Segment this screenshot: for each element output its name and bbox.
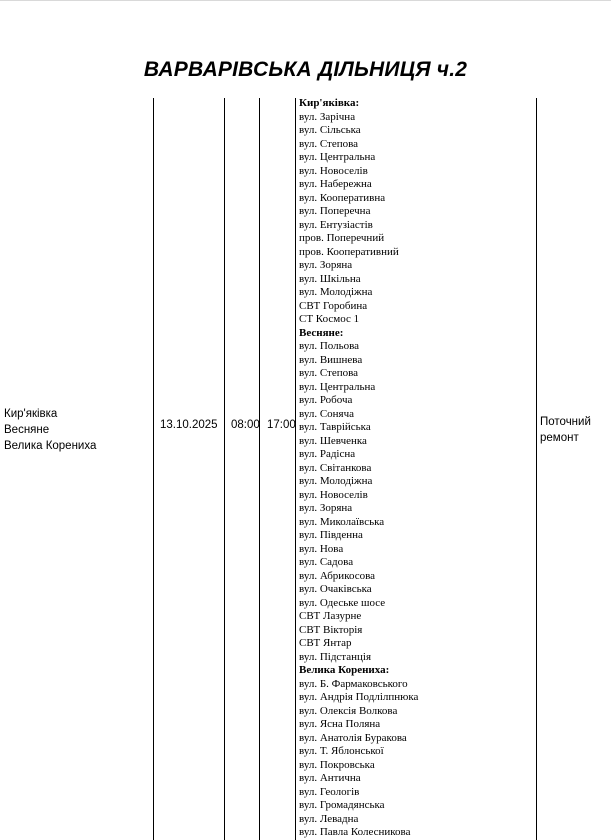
street-item: СТ Космос 1 [299, 313, 360, 325]
street-item: вул. Шевченка [299, 434, 367, 447]
street-item: вул. Зоряна [299, 259, 353, 271]
street-item: вул. Одеське шосе [299, 596, 386, 609]
street-item: вул. Абрикосова [299, 569, 376, 582]
street-item: вул. Таврійська [299, 421, 371, 433]
street-item: вул. Поперечна [299, 205, 371, 217]
street-item: вул. Набережна [299, 178, 372, 190]
street-item: вул. Андрія Подлілпнюка [299, 691, 419, 703]
column-divider [259, 98, 260, 840]
street-item: вул. Павла Колесникова [299, 826, 411, 838]
street-item: вул. Соняча [299, 407, 355, 420]
column-divider [536, 98, 537, 840]
settlement-name: Кир'яківка [4, 408, 58, 420]
column-divider [153, 98, 154, 840]
street-item: вул. Молодіжна [299, 475, 373, 487]
street-item: вул. Центральна [299, 151, 376, 163]
outage-reason: Поточний ремонт [540, 416, 591, 444]
street-item: вул. Степова [299, 367, 359, 379]
settlement-name: Весняне [4, 424, 50, 436]
outage-date: 13.10.2025 [160, 419, 218, 431]
street-item: вул. Шкільна [299, 272, 361, 285]
street-item: вул. Робоча [299, 394, 353, 406]
street-item: СВТ Горобина [299, 299, 368, 312]
street-item: вул. Антична [299, 772, 361, 784]
street-item: СВТ Вікторія [299, 623, 363, 636]
street-item: вул. Світанкова [299, 461, 372, 474]
street-item: вул. Кооперативна [299, 191, 386, 204]
page-title: ВАРВАРІВСЬКА ДІЛЬНИЦЯ ч.2 [143, 58, 468, 81]
settlement-name: Велика Корениха [4, 440, 97, 452]
street-item: вул. Зарічна [299, 110, 356, 123]
street-item: вул. Нова [299, 542, 344, 555]
street-item: вул. Геологів [299, 785, 360, 798]
settlement-group-header: Кир'яківка: [299, 97, 360, 109]
street-item: вул. Сільська [299, 124, 361, 136]
street-item: вул. Новоселів [299, 488, 368, 501]
street-item: вул. Південна [299, 529, 363, 541]
street-item: вул. Анатолія Буракова [299, 731, 407, 744]
street-item: вул. Ентузіастів [299, 218, 373, 231]
column-divider [295, 98, 296, 840]
settlement-group-header: Весняне: [299, 326, 344, 339]
street-item: вул. Т. Яблонської [299, 745, 384, 757]
outage-start-time: 08:00 [231, 419, 260, 431]
settlement-group-header: Велика Корениха: [299, 664, 390, 676]
street-item: вул. Миколаївська [299, 515, 385, 528]
street-item: вул. Новоселів [299, 164, 368, 177]
outage-end-time: 17:00 [267, 419, 296, 431]
street-item: вул. Очаківська [299, 583, 372, 595]
street-item: вул. Покровська [299, 758, 375, 771]
street-item: пров. Кооперативний [299, 245, 399, 258]
streets-cell [299, 97, 535, 840]
column-divider [224, 98, 225, 840]
street-item: вул. Польова [299, 340, 360, 352]
street-item: вул. Молодіжна [299, 286, 373, 298]
street-item: вул. Вишнева [299, 353, 363, 366]
street-item: СВТ Лазурне [299, 610, 362, 622]
street-item: вул. Центральна [299, 380, 376, 393]
page-top-border [0, 0, 611, 1]
street-item: вул. Громадянська [299, 799, 385, 811]
street-item: пров. Поперечний [299, 232, 385, 244]
street-item: вул. Степова [299, 137, 359, 150]
street-item: вул. Б. Фармаковського [299, 677, 408, 690]
street-item: вул. Зоряна [299, 502, 353, 514]
street-item: СВТ Янтар [299, 637, 352, 649]
street-item: вул. Радісна [299, 448, 356, 460]
street-item: вул. Садова [299, 556, 354, 568]
street-item: вул. Олексія Волкова [299, 704, 398, 717]
street-item: вул. Ясна Поляна [299, 718, 381, 730]
settlements-cell [4, 406, 96, 454]
street-item: вул. Підстанція [299, 650, 372, 663]
street-item: вул. Левадна [299, 812, 359, 825]
